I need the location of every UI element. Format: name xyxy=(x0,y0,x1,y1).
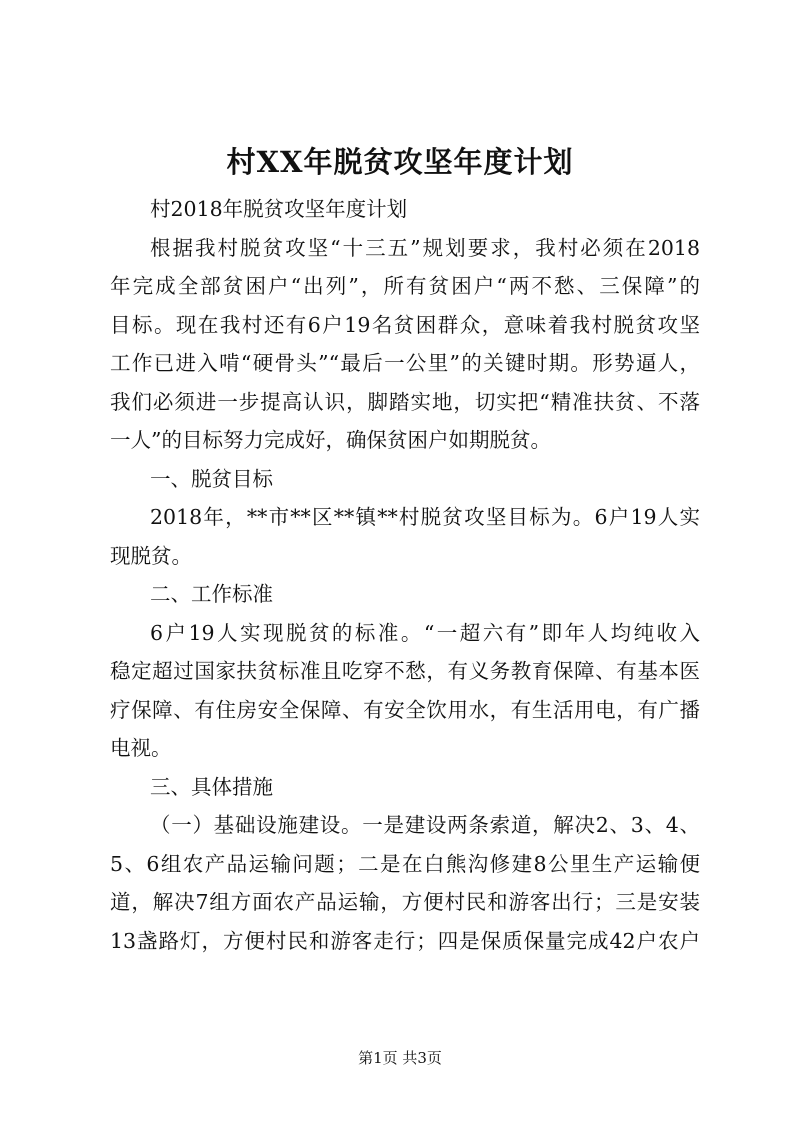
document-title: 村XX年脱贫攻坚年度计划 xyxy=(226,145,574,179)
section-heading: 三、具体措施 xyxy=(150,774,273,799)
paragraph-line: 2018年，**市**区**镇**村脱贫攻坚目标为。6户19人实 xyxy=(150,505,700,529)
document-body xyxy=(110,190,700,960)
section-heading: 二、工作标准 xyxy=(150,582,273,606)
paragraph-line: （一）基础设施建设。一是建设两条索道，解决2、3、4、 xyxy=(150,813,700,837)
paragraph-line: 现脱贫。 xyxy=(110,543,192,568)
paragraph-line: 年完成全部贫困户“出列”，所有贫困户“两不愁、三保障”的 xyxy=(110,274,700,298)
paragraph-line: 一人”的目标努力完成好，确保贫困户如期脱贫。 xyxy=(110,428,551,452)
section-heading: 一、脱贫目标 xyxy=(150,466,273,491)
paragraph-line: 稳定超过国家扶贫标准且吃穿不愁，有义务教育保障、有基本医 xyxy=(110,659,700,683)
paragraph-line: 电视。 xyxy=(110,736,172,760)
subtitle-line: 村2018年脱贫攻坚年度计划 xyxy=(150,197,408,221)
paragraph-line: 疗保障、有住房安全保障、有安全饮用水，有生活用电，有广播 xyxy=(110,697,700,722)
paragraph-line: 目标。现在我村还有6户19名贫困群众，意味着我村脱贫攻坚 xyxy=(110,312,700,337)
page-footer: 第1页 共3页 xyxy=(358,1049,442,1067)
paragraph-line: 根据我村脱贫攻坚“十三五”规划要求，我村必须在2018 xyxy=(150,235,700,260)
paragraph-line: 我们必须进一步提高认识，脚踏实地，切实把“精准扶贫、不落 xyxy=(110,389,700,414)
paragraph-line: 6户19人实现脱贫的标准。“一超六有”即年人均纯收入 xyxy=(150,620,700,645)
paragraph-line: 5、6组农产品运输问题；二是在白熊沟修建8公里生产运输便 xyxy=(110,851,700,876)
paragraph-line: 13盏路灯，方便村民和游客走行；四是保质保量完成42户农户 xyxy=(110,928,700,953)
paragraph-line: 工作已进入啃“硬骨头”“最后一公里”的关键时期。形势逼人， xyxy=(110,351,700,375)
paragraph-line: 道，解决7组方面农产品运输，方便村民和游客出行；三是安装 xyxy=(110,890,700,914)
